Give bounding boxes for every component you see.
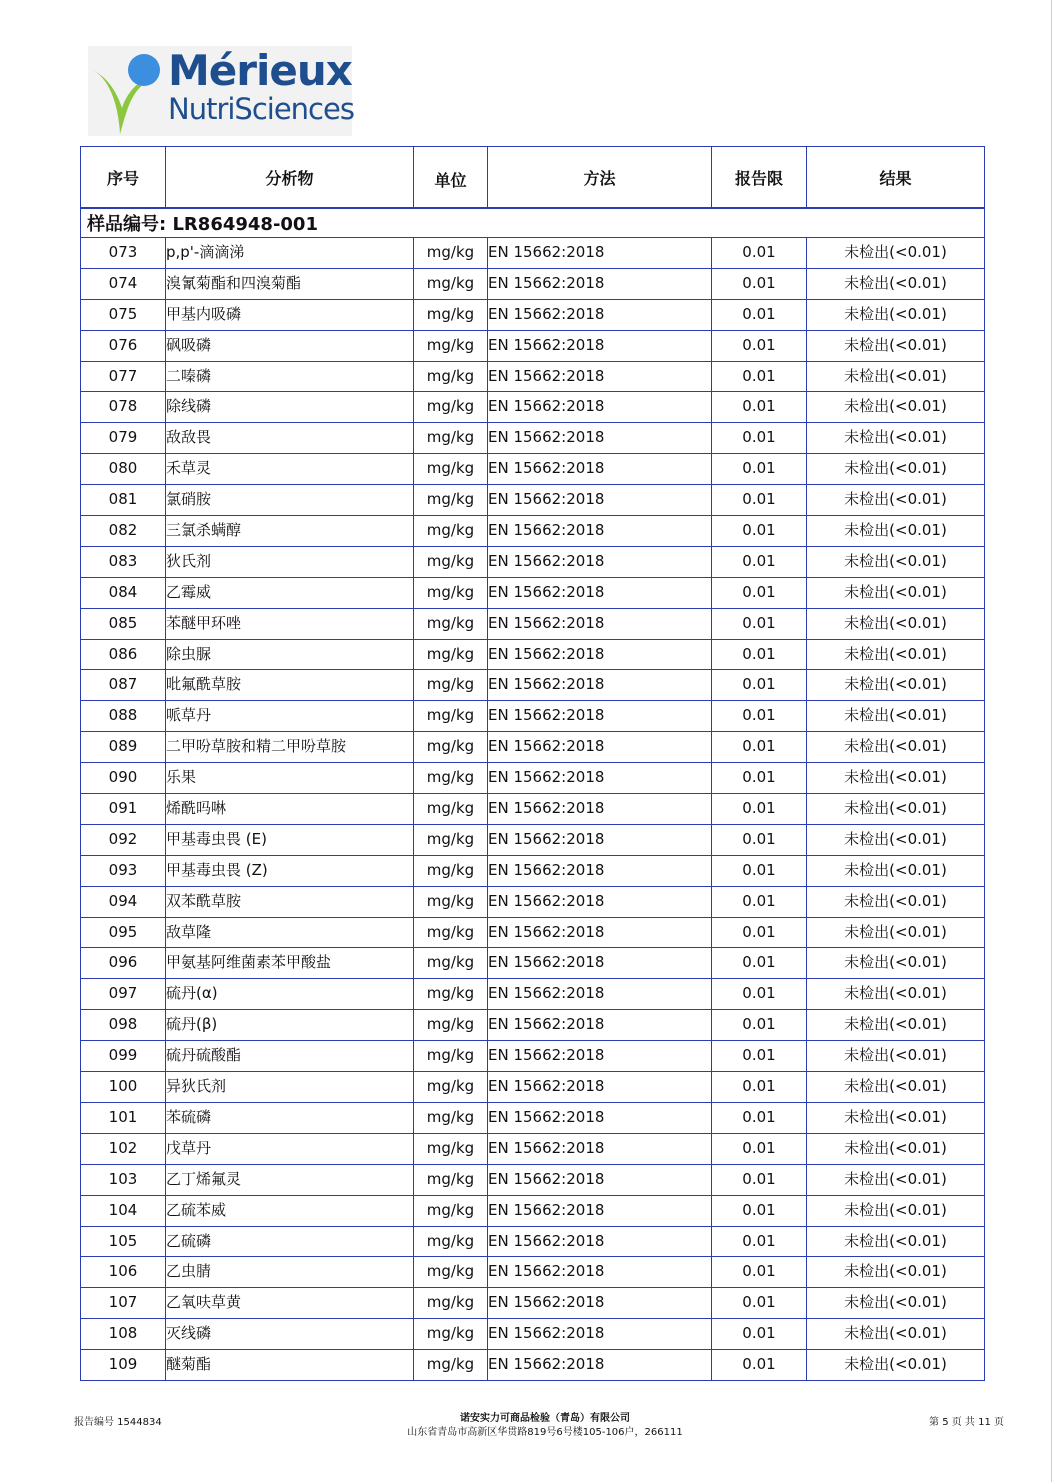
- row-unit: mg/kg: [414, 608, 488, 639]
- row-method: EN 15662:2018: [488, 763, 712, 794]
- row-method: EN 15662:2018: [488, 639, 712, 670]
- row-result: 未检出(<0.01): [807, 1288, 985, 1319]
- row-number: 085: [81, 608, 166, 639]
- row-analyte: 硫丹(β): [166, 1010, 414, 1041]
- table-row: [81, 392, 985, 423]
- row-analyte: 乙硫苯威: [166, 1195, 414, 1226]
- table-row: [81, 608, 985, 639]
- row-reporting-limit: 0.01: [712, 1133, 807, 1164]
- row-number: 108: [81, 1319, 166, 1350]
- row-analyte: 二嗪磷: [166, 361, 414, 392]
- row-unit: mg/kg: [414, 855, 488, 886]
- row-unit: mg/kg: [414, 454, 488, 485]
- row-method: EN 15662:2018: [488, 1072, 712, 1103]
- row-number: 104: [81, 1195, 166, 1226]
- row-analyte: 戊草丹: [166, 1133, 414, 1164]
- row-reporting-limit: 0.01: [712, 855, 807, 886]
- row-number: 088: [81, 701, 166, 732]
- row-reporting-limit: 0.01: [712, 577, 807, 608]
- row-unit: mg/kg: [414, 886, 488, 917]
- row-result: 未检出(<0.01): [807, 639, 985, 670]
- row-result: 未检出(<0.01): [807, 268, 985, 299]
- table-row: [81, 299, 985, 330]
- row-reporting-limit: 0.01: [712, 1010, 807, 1041]
- row-unit: mg/kg: [414, 732, 488, 763]
- row-result: 未检出(<0.01): [807, 1226, 985, 1257]
- row-number: 109: [81, 1350, 166, 1381]
- row-method: EN 15662:2018: [488, 268, 712, 299]
- row-method: EN 15662:2018: [488, 1350, 712, 1381]
- row-number: 078: [81, 392, 166, 423]
- row-analyte: 甲氨基阿维菌素苯甲酸盐: [166, 948, 414, 979]
- row-unit: mg/kg: [414, 763, 488, 794]
- sample-id-label: 样品编号: LR864948-001: [81, 208, 985, 238]
- row-method: EN 15662:2018: [488, 238, 712, 269]
- row-method: EN 15662:2018: [488, 299, 712, 330]
- row-result: 未检出(<0.01): [807, 1010, 985, 1041]
- table-row: [81, 917, 985, 948]
- row-method: EN 15662:2018: [488, 1041, 712, 1072]
- row-analyte: 甲基内吸磷: [166, 299, 414, 330]
- row-result: 未检出(<0.01): [807, 917, 985, 948]
- row-method: EN 15662:2018: [488, 794, 712, 825]
- row-unit: mg/kg: [414, 268, 488, 299]
- row-reporting-limit: 0.01: [712, 701, 807, 732]
- logo-text-nutrisciences: NutriSciences: [168, 92, 354, 126]
- table-row: [81, 1010, 985, 1041]
- row-number: 091: [81, 794, 166, 825]
- row-result: 未检出(<0.01): [807, 392, 985, 423]
- row-method: EN 15662:2018: [488, 423, 712, 454]
- table-row: [81, 330, 985, 361]
- row-reporting-limit: 0.01: [712, 1319, 807, 1350]
- row-analyte: 敌草隆: [166, 917, 414, 948]
- row-reporting-limit: 0.01: [712, 948, 807, 979]
- row-analyte: 甲基毒虫畏 (E): [166, 824, 414, 855]
- row-number: 096: [81, 948, 166, 979]
- table-row: [81, 670, 985, 701]
- row-unit: mg/kg: [414, 948, 488, 979]
- row-result: 未检出(<0.01): [807, 886, 985, 917]
- table-row: [81, 1226, 985, 1257]
- row-method: EN 15662:2018: [488, 1133, 712, 1164]
- row-unit: mg/kg: [414, 824, 488, 855]
- table-row: [81, 516, 985, 547]
- table-row: [81, 639, 985, 670]
- row-number: 105: [81, 1226, 166, 1257]
- row-number: 103: [81, 1164, 166, 1195]
- row-analyte: 异狄氏剂: [166, 1072, 414, 1103]
- header-result: 结果: [807, 147, 985, 209]
- row-result: 未检出(<0.01): [807, 238, 985, 269]
- row-result: 未检出(<0.01): [807, 516, 985, 547]
- row-analyte: 哌草丹: [166, 701, 414, 732]
- row-result: 未检出(<0.01): [807, 1072, 985, 1103]
- row-method: EN 15662:2018: [488, 1226, 712, 1257]
- row-unit: mg/kg: [414, 1102, 488, 1133]
- row-unit: mg/kg: [414, 1195, 488, 1226]
- table-row: [81, 1133, 985, 1164]
- row-analyte: 吡氟酰草胺: [166, 670, 414, 701]
- row-reporting-limit: 0.01: [712, 1072, 807, 1103]
- row-number: 080: [81, 454, 166, 485]
- row-analyte: 甲基毒虫畏 (Z): [166, 855, 414, 886]
- row-number: 087: [81, 670, 166, 701]
- row-number: 081: [81, 485, 166, 516]
- row-result: 未检出(<0.01): [807, 1350, 985, 1381]
- row-result: 未检出(<0.01): [807, 1164, 985, 1195]
- row-unit: mg/kg: [414, 299, 488, 330]
- row-number: 102: [81, 1133, 166, 1164]
- row-method: EN 15662:2018: [488, 670, 712, 701]
- row-unit: mg/kg: [414, 1164, 488, 1195]
- row-analyte: 乙霉威: [166, 577, 414, 608]
- row-analyte: p,p'-滴滴涕: [166, 238, 414, 269]
- row-analyte: 乙丁烯氟灵: [166, 1164, 414, 1195]
- row-reporting-limit: 0.01: [712, 732, 807, 763]
- row-result: 未检出(<0.01): [807, 577, 985, 608]
- row-result: 未检出(<0.01): [807, 794, 985, 825]
- row-analyte: 苯醚甲环唑: [166, 608, 414, 639]
- footer-page-number: 第 5 页 共 11 页: [929, 1417, 1004, 1428]
- row-number: 097: [81, 979, 166, 1010]
- row-result: 未检出(<0.01): [807, 855, 985, 886]
- row-reporting-limit: 0.01: [712, 485, 807, 516]
- row-unit: mg/kg: [414, 1041, 488, 1072]
- row-reporting-limit: 0.01: [712, 639, 807, 670]
- row-method: EN 15662:2018: [488, 1195, 712, 1226]
- footer-address: 山东省青岛市高新区华贯路819号6号楼105-106户，266111: [407, 1427, 683, 1438]
- row-unit: mg/kg: [414, 485, 488, 516]
- row-method: EN 15662:2018: [488, 330, 712, 361]
- row-method: EN 15662:2018: [488, 732, 712, 763]
- row-method: EN 15662:2018: [488, 1257, 712, 1288]
- row-result: 未检出(<0.01): [807, 1319, 985, 1350]
- row-analyte: 硫丹(α): [166, 979, 414, 1010]
- row-reporting-limit: 0.01: [712, 516, 807, 547]
- row-analyte: 溴氰菊酯和四溴菊酯: [166, 268, 414, 299]
- row-number: 084: [81, 577, 166, 608]
- row-unit: mg/kg: [414, 423, 488, 454]
- row-unit: mg/kg: [414, 670, 488, 701]
- row-result: 未检出(<0.01): [807, 763, 985, 794]
- table-row: [81, 1041, 985, 1072]
- row-unit: mg/kg: [414, 330, 488, 361]
- row-reporting-limit: 0.01: [712, 794, 807, 825]
- table-header-row: [81, 147, 985, 209]
- row-unit: mg/kg: [414, 392, 488, 423]
- results-table: [80, 146, 985, 1381]
- table-row: [81, 886, 985, 917]
- row-number: 073: [81, 238, 166, 269]
- row-unit: mg/kg: [414, 361, 488, 392]
- row-result: 未检出(<0.01): [807, 454, 985, 485]
- table-row: [81, 423, 985, 454]
- row-method: EN 15662:2018: [488, 855, 712, 886]
- row-result: 未检出(<0.01): [807, 701, 985, 732]
- header-analyte: 分析物: [166, 147, 414, 209]
- row-reporting-limit: 0.01: [712, 979, 807, 1010]
- row-result: 未检出(<0.01): [807, 732, 985, 763]
- row-reporting-limit: 0.01: [712, 299, 807, 330]
- row-method: EN 15662:2018: [488, 485, 712, 516]
- row-result: 未检出(<0.01): [807, 824, 985, 855]
- row-unit: mg/kg: [414, 639, 488, 670]
- row-number: 079: [81, 423, 166, 454]
- row-number: 095: [81, 917, 166, 948]
- row-reporting-limit: 0.01: [712, 1041, 807, 1072]
- row-number: 082: [81, 516, 166, 547]
- table-row: [81, 454, 985, 485]
- row-number: 100: [81, 1072, 166, 1103]
- row-reporting-limit: 0.01: [712, 1257, 807, 1288]
- row-method: EN 15662:2018: [488, 886, 712, 917]
- table-row: [81, 1319, 985, 1350]
- row-number: 076: [81, 330, 166, 361]
- row-analyte: 三氯杀螨醇: [166, 516, 414, 547]
- row-unit: mg/kg: [414, 1072, 488, 1103]
- table-row: [81, 268, 985, 299]
- row-result: 未检出(<0.01): [807, 979, 985, 1010]
- table-row: [81, 701, 985, 732]
- row-unit: mg/kg: [414, 516, 488, 547]
- row-analyte: 除线磷: [166, 392, 414, 423]
- row-reporting-limit: 0.01: [712, 763, 807, 794]
- row-reporting-limit: 0.01: [712, 1226, 807, 1257]
- table-row: [81, 979, 985, 1010]
- sample-id-row: [81, 208, 985, 238]
- row-analyte: 双苯酰草胺: [166, 886, 414, 917]
- row-unit: mg/kg: [414, 1133, 488, 1164]
- row-analyte: 敌敌畏: [166, 423, 414, 454]
- row-reporting-limit: 0.01: [712, 917, 807, 948]
- row-reporting-limit: 0.01: [712, 1164, 807, 1195]
- row-analyte: 乙氧呋草黄: [166, 1288, 414, 1319]
- row-method: EN 15662:2018: [488, 1102, 712, 1133]
- row-method: EN 15662:2018: [488, 516, 712, 547]
- row-unit: mg/kg: [414, 1226, 488, 1257]
- table-row: [81, 794, 985, 825]
- row-number: 090: [81, 763, 166, 794]
- merieux-logo: [88, 46, 352, 136]
- row-unit: mg/kg: [414, 1010, 488, 1041]
- row-unit: mg/kg: [414, 979, 488, 1010]
- table-row: [81, 1072, 985, 1103]
- row-reporting-limit: 0.01: [712, 1288, 807, 1319]
- row-unit: mg/kg: [414, 238, 488, 269]
- row-number: 094: [81, 886, 166, 917]
- row-reporting-limit: 0.01: [712, 824, 807, 855]
- row-result: 未检出(<0.01): [807, 670, 985, 701]
- row-reporting-limit: 0.01: [712, 1102, 807, 1133]
- table-row: [81, 238, 985, 269]
- row-reporting-limit: 0.01: [712, 1195, 807, 1226]
- table-row: [81, 546, 985, 577]
- row-analyte: 烯酰吗啉: [166, 794, 414, 825]
- row-result: 未检出(<0.01): [807, 1102, 985, 1133]
- row-number: 099: [81, 1041, 166, 1072]
- header-method: 方法: [488, 147, 712, 209]
- row-method: EN 15662:2018: [488, 1164, 712, 1195]
- row-unit: mg/kg: [414, 794, 488, 825]
- row-analyte: 硫丹硫酸酯: [166, 1041, 414, 1072]
- table-row: [81, 1195, 985, 1226]
- row-number: 089: [81, 732, 166, 763]
- row-analyte: 禾草灵: [166, 454, 414, 485]
- table-row: [81, 485, 985, 516]
- row-result: 未检出(<0.01): [807, 361, 985, 392]
- row-unit: mg/kg: [414, 577, 488, 608]
- row-result: 未检出(<0.01): [807, 608, 985, 639]
- row-reporting-limit: 0.01: [712, 330, 807, 361]
- row-unit: mg/kg: [414, 1319, 488, 1350]
- row-reporting-limit: 0.01: [712, 670, 807, 701]
- logo-leaf-icon: [88, 46, 178, 136]
- row-analyte: 除虫脲: [166, 639, 414, 670]
- row-method: EN 15662:2018: [488, 361, 712, 392]
- row-number: 098: [81, 1010, 166, 1041]
- row-method: EN 15662:2018: [488, 701, 712, 732]
- row-number: 075: [81, 299, 166, 330]
- row-method: EN 15662:2018: [488, 948, 712, 979]
- row-result: 未检出(<0.01): [807, 1257, 985, 1288]
- row-reporting-limit: 0.01: [712, 608, 807, 639]
- row-analyte: 醚菊酯: [166, 1350, 414, 1381]
- row-analyte: 乙虫腈: [166, 1257, 414, 1288]
- row-result: 未检出(<0.01): [807, 1195, 985, 1226]
- table-row: [81, 824, 985, 855]
- table-row: [81, 732, 985, 763]
- table-row: [81, 855, 985, 886]
- row-reporting-limit: 0.01: [712, 423, 807, 454]
- row-unit: mg/kg: [414, 546, 488, 577]
- row-method: EN 15662:2018: [488, 392, 712, 423]
- row-number: 093: [81, 855, 166, 886]
- row-result: 未检出(<0.01): [807, 299, 985, 330]
- footer-company-block: [360, 1412, 730, 1440]
- row-analyte: 二甲吩草胺和精二甲吩草胺: [166, 732, 414, 763]
- row-unit: mg/kg: [414, 701, 488, 732]
- row-result: 未检出(<0.01): [807, 546, 985, 577]
- row-method: EN 15662:2018: [488, 454, 712, 485]
- row-number: 077: [81, 361, 166, 392]
- row-reporting-limit: 0.01: [712, 454, 807, 485]
- footer-report-number: 报告编号 1544834: [74, 1417, 162, 1428]
- row-analyte: 乐果: [166, 763, 414, 794]
- row-method: EN 15662:2018: [488, 608, 712, 639]
- row-unit: mg/kg: [414, 917, 488, 948]
- row-reporting-limit: 0.01: [712, 238, 807, 269]
- row-analyte: 氯硝胺: [166, 485, 414, 516]
- row-result: 未检出(<0.01): [807, 948, 985, 979]
- table-row: [81, 577, 985, 608]
- row-number: 107: [81, 1288, 166, 1319]
- header-unit: 单位: [414, 147, 488, 209]
- row-unit: mg/kg: [414, 1350, 488, 1381]
- row-reporting-limit: 0.01: [712, 546, 807, 577]
- table-row: [81, 1102, 985, 1133]
- row-result: 未检出(<0.01): [807, 485, 985, 516]
- row-analyte: 灭线磷: [166, 1319, 414, 1350]
- row-analyte: 狄氏剂: [166, 546, 414, 577]
- row-number: 106: [81, 1257, 166, 1288]
- row-method: EN 15662:2018: [488, 979, 712, 1010]
- row-method: EN 15662:2018: [488, 1319, 712, 1350]
- table-row: [81, 361, 985, 392]
- header-no: 序号: [81, 147, 166, 209]
- row-number: 086: [81, 639, 166, 670]
- row-number: 083: [81, 546, 166, 577]
- row-method: EN 15662:2018: [488, 577, 712, 608]
- row-result: 未检出(<0.01): [807, 1041, 985, 1072]
- row-reporting-limit: 0.01: [712, 1350, 807, 1381]
- row-analyte: 苯硫磷: [166, 1102, 414, 1133]
- row-number: 101: [81, 1102, 166, 1133]
- row-method: EN 15662:2018: [488, 917, 712, 948]
- row-number: 074: [81, 268, 166, 299]
- table-row: [81, 1350, 985, 1381]
- table-row: [81, 1257, 985, 1288]
- row-reporting-limit: 0.01: [712, 392, 807, 423]
- logo-text-merieux: Mérieux: [168, 46, 352, 95]
- row-result: 未检出(<0.01): [807, 330, 985, 361]
- row-method: EN 15662:2018: [488, 824, 712, 855]
- row-result: 未检出(<0.01): [807, 423, 985, 454]
- row-reporting-limit: 0.01: [712, 361, 807, 392]
- table-row: [81, 948, 985, 979]
- row-unit: mg/kg: [414, 1257, 488, 1288]
- row-analyte: 乙硫磷: [166, 1226, 414, 1257]
- row-method: EN 15662:2018: [488, 1010, 712, 1041]
- row-reporting-limit: 0.01: [712, 886, 807, 917]
- row-unit: mg/kg: [414, 1288, 488, 1319]
- table-row: [81, 1164, 985, 1195]
- footer-company-name: 诺安实力可商品检验（青岛）有限公司: [460, 1413, 630, 1424]
- row-result: 未检出(<0.01): [807, 1133, 985, 1164]
- row-analyte: 砜吸磷: [166, 330, 414, 361]
- row-method: EN 15662:2018: [488, 546, 712, 577]
- row-number: 092: [81, 824, 166, 855]
- row-reporting-limit: 0.01: [712, 268, 807, 299]
- header-limit: 报告限: [712, 147, 807, 209]
- table-row: [81, 1288, 985, 1319]
- row-method: EN 15662:2018: [488, 1288, 712, 1319]
- table-row: [81, 763, 985, 794]
